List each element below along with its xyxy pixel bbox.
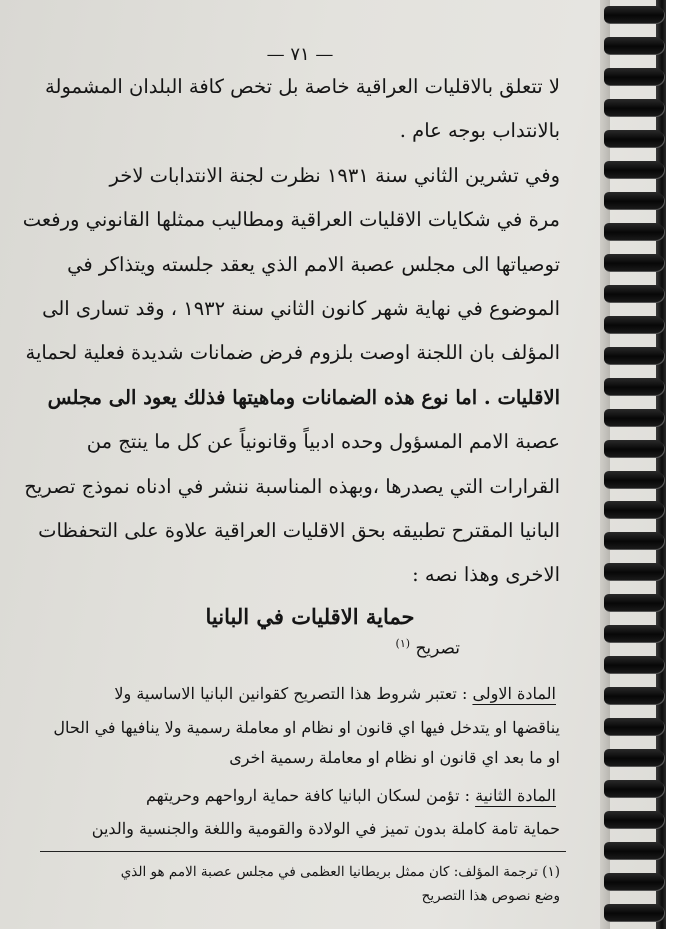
binding-ring xyxy=(604,873,664,890)
body-line: الموضوع في نهاية شهر كانون الثاني سنة ١٩٣٢ ، وقد تسارى الى xyxy=(42,297,560,320)
binding-ring xyxy=(604,68,664,85)
binding-ring xyxy=(604,130,664,147)
body-line: القرارات التي يصدرها ،وبهذه المناسبة ننشر في ادناه نموذج تصريح xyxy=(24,475,560,498)
footnote-line: (١) ترجمة المؤلف: كان ممثل بريطانيا العظمى في مجلس عصبة الامم هو الذي xyxy=(120,864,560,880)
article-text: : تؤمن لسكان البانيا كافة حماية ارواحهم وحريتهم xyxy=(145,786,476,805)
binding-ring xyxy=(604,285,664,302)
binding-ring xyxy=(604,718,664,735)
binding-ring xyxy=(604,687,664,704)
footnote-line: وضع نصوص هذا التصريح xyxy=(421,888,560,904)
declaration-label: تصريح xyxy=(415,638,460,659)
binding-ring xyxy=(604,532,664,549)
binding-ring xyxy=(604,563,664,580)
binding-ring xyxy=(604,811,664,828)
article-line xyxy=(40,747,560,769)
binding-ring xyxy=(604,471,664,488)
footnote-mark: (١) xyxy=(395,637,411,650)
binding-ring xyxy=(604,347,664,364)
binding-ring xyxy=(604,254,664,271)
article-text: او ما بعد اي قانون او نظام او معاملة رسمية اخرى xyxy=(229,748,560,767)
article-text: يناقضها او يتدخل فيها اي قانون او نظام او معاملة رسمية ولا ينافيها في الحال xyxy=(53,718,560,737)
body-line: مرة في شكايات الاقليات العراقية ومطاليب ممثلها القانوني ورفعت xyxy=(22,208,560,231)
page-number: — ٧١ — xyxy=(266,44,334,65)
article-text: حماية تامة كاملة بدون تميز في الولادة والقومية واللغة والجنسية والدين xyxy=(91,819,560,838)
article-line xyxy=(40,818,560,840)
binding-ring xyxy=(604,409,664,426)
footnote-divider xyxy=(40,851,566,852)
binding-ring xyxy=(604,842,664,859)
binding-ring xyxy=(604,749,664,766)
article-title: المادة الثانية xyxy=(475,786,556,805)
body-line: لا تتعلق بالاقليات العراقية خاصة بل تخص كافة البلدان المشمولة xyxy=(45,75,560,98)
body-line: وفي تشرين الثاني سنة ١٩٣١ نظرت لجنة الانتدابات لاخر xyxy=(109,164,560,187)
binding-ring xyxy=(604,316,664,333)
binding-background xyxy=(666,0,684,929)
body-line: عصبة الامم المسؤول وحده ادبياً وقانونياً عن كل ما ينتج من xyxy=(86,430,560,453)
binding-ring xyxy=(604,192,664,209)
binding-ring xyxy=(604,440,664,457)
binding-ring xyxy=(604,378,664,395)
binding-ring xyxy=(604,625,664,642)
binding-ring xyxy=(604,501,664,518)
spiral-binding xyxy=(600,0,684,929)
body-line: البانيا المقترح تطبيقه بحق الاقليات العراقية علاوة على التحفظات xyxy=(38,519,560,542)
binding-ring xyxy=(604,904,664,921)
binding-ring xyxy=(604,6,664,23)
binding-ring xyxy=(604,594,664,611)
body-line: المؤلف بان اللجنة اوصت بلزوم فرض ضمانات شديدة فعلية لحماية xyxy=(25,341,560,364)
binding-ring xyxy=(604,37,664,54)
article-text: : تعتبر شروط هذا التصريح كقوانين البانيا الاساسية ولا xyxy=(114,684,473,703)
body-line: بالانتداب بوجه عام . xyxy=(399,119,560,142)
declaration-heading xyxy=(396,637,460,659)
binding-ring xyxy=(604,223,664,240)
article-line xyxy=(40,683,556,705)
body-line: توصياتها الى مجلس عصبة الامم الذي يعقد جلسته ويتذاكر في xyxy=(67,253,560,276)
article-line xyxy=(40,785,556,807)
article-title: المادة الاولى xyxy=(472,684,556,703)
binding-ring xyxy=(604,161,664,178)
binding-ring xyxy=(604,99,664,116)
section-title: حماية الاقليات في البانيا xyxy=(205,604,415,629)
body-line: الاخرى وهذا نصه : xyxy=(412,563,560,586)
body-line: الاقليات . اما نوع هذه الضمانات وماهيتها فذلك يعود الى مجلس xyxy=(47,386,560,409)
article-line xyxy=(40,717,560,739)
binding-ring xyxy=(604,780,664,797)
binding-ring xyxy=(604,656,664,673)
